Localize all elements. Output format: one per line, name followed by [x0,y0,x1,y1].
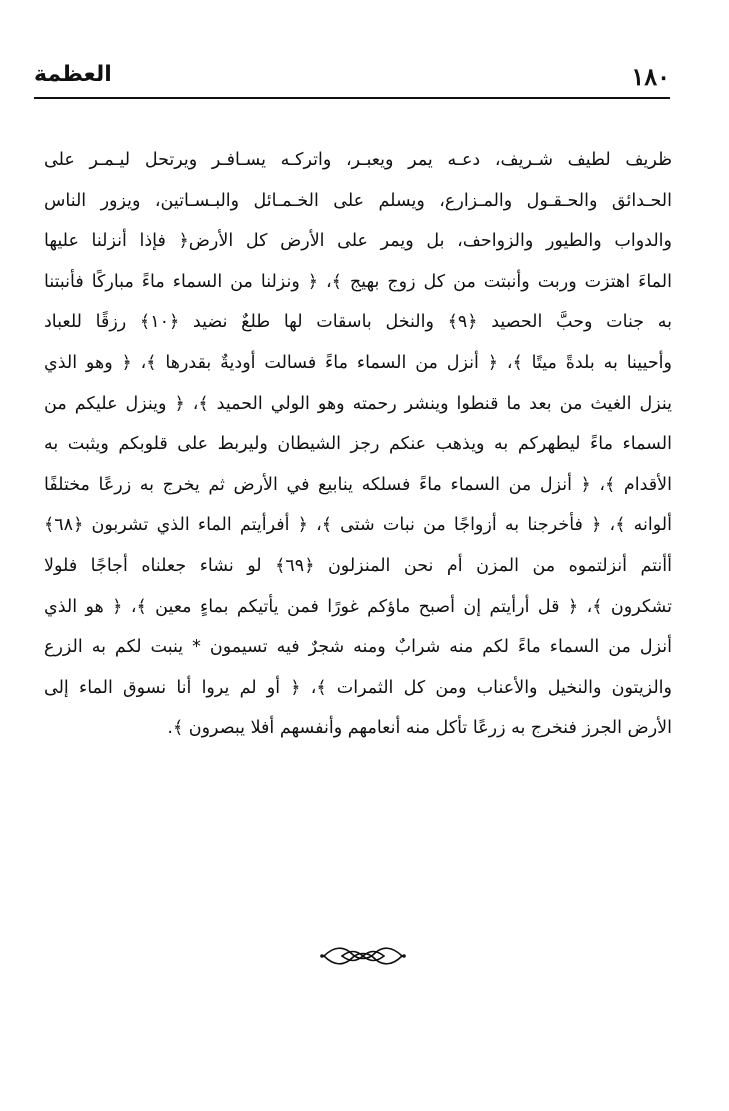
page-number: ١٨٠ [631,62,670,91]
text-line: أأنتم أنزلتموه من المزن أم نحن المنزلون ﴿٦٩﴾ لو نشاء جعلناه أجاجًا فلولا [44,555,672,576]
decorative-flourish-icon [318,938,408,974]
text-line: ظريف لطيف شـريف، دعـه يمر ويعبـر، واتركـه يسـافـر ويرتحل ليـمـر على [44,150,672,170]
header-rule [34,97,670,99]
text-line: الأرض الجرز فنخرج به زرعًا تأكل منه أنعامهم وأنفسهم أفلا يبصرون ﴾. [167,718,672,739]
running-title: العظمة [34,62,112,87]
text-line: تشكرون ﴾، ﴿ قل أرأيتم إن أصبح ماؤكم غورًا فمن يأتيكم بماءٍ معين ﴾، ﴿ هو الذي [44,596,672,617]
text-line: أنزل من السماء ماءً لكم منه شرابٌ ومنه شجرٌ فيه تسيمون * ينبت لكم به الزرع [44,637,672,658]
text-line: السماء ماءً ليطهركم به ويذهب عنكم رجز الشيطان وليربط على قلوبكم ويثبت به [44,434,672,455]
text-line: الأقدام ﴾، ﴿ أنزل من السماء ماءً فسلكه ينابيع في الأرض ثم يخرج به زرعًا مختلفًا [44,474,672,495]
text-line: وأحيينا به بلدةً ميتًا ﴾، ﴿ أنزل من السماء ماءً فسالت أوديةٌ بقدرها ﴾، ﴿ وهو الذي [44,352,672,373]
text-line: الحـدائق والحـقـول والمـزارع، ويسلم على الخـمـائل والبـسـاتين، ويزور الناس [44,190,672,211]
text-line: الماءَ اهتزت وربت وأنبتت من كل زوج بهيج ﴾، ﴿ ونزلنا من السماء ماءً مباركًا فأنبتنا [44,271,672,292]
text-line: به جنات وحبَّ الحصيد ﴿٩﴾ والنخل باسقات لها طلعٌ نضيد ﴿١٠﴾ رزقًا للعباد [44,312,672,333]
body-text [44,140,672,749]
text-line: والزيتون والنخيل والأعناب ومن كل الثمرات ﴾، ﴿ أو لم يروا أنا نسوق الماء إلى [44,677,672,698]
text-line: ألوانه ﴾، ﴿ فأخرجنا به أزواجًا من نبات شتى ﴾، ﴿ أفرأيتم الماء الذي تشربون ﴿٦٨﴾ [44,515,672,536]
text-line: ينزل الغيث من بعد ما قنطوا وينشر رحمته وهو الولي الحميد ﴾، ﴿ وينزل عليكم من [44,393,672,414]
page-header [34,62,670,98]
text-line: والدواب والطيور والزواحف، بل ويمر على الأرض كل الأرض﴿ فإذا أنزلنا عليها [44,231,672,252]
